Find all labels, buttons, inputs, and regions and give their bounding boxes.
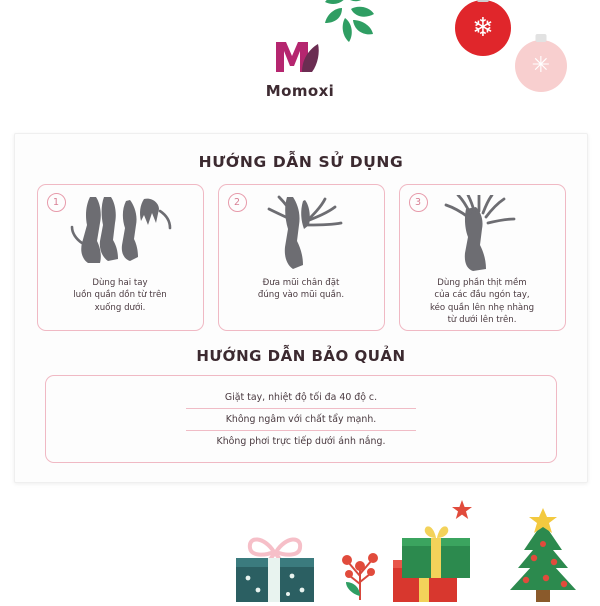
green-gift-box-icon (398, 524, 476, 578)
snowflake-glyph: ❄ (472, 13, 494, 43)
care-title: HƯỚNG DẪN BẢO QUẢN (196, 347, 406, 365)
christmas-tree-icon (496, 508, 592, 602)
teal-gift-box-icon (232, 548, 318, 602)
care-line: Không phơi trực tiếp dưới ánh nắng. (216, 435, 386, 447)
care-line: Không ngâm với chất tẩy mạnh. (186, 409, 416, 431)
red-gift-box-icon (390, 548, 460, 602)
care-instructions-box (45, 375, 557, 463)
step-number-badge: 1 (47, 193, 66, 212)
step-3-caption: Dùng phần thịt mềm của các đầu ngón tay, kéo quần lên nhẹ nhàng từ dưới lên trên. (429, 278, 535, 326)
brand-name: Momoxi (265, 82, 335, 100)
step-number-badge: 2 (228, 193, 247, 212)
step-3 (399, 184, 566, 331)
sparkle-glyph: ✳ (531, 53, 551, 78)
momoxi-m-logo (0, 36, 600, 80)
step-2 (218, 184, 385, 331)
page-title: HƯỚNG DẪN SỬ DỤNG (198, 153, 404, 171)
instruction-card (14, 133, 588, 483)
steps-row (15, 184, 587, 331)
care-line: Giặt tay, nhiệt độ tối đa 40 độ c. (186, 387, 416, 409)
red-star-icon (452, 500, 472, 520)
step-1 (37, 184, 204, 331)
brand-logo (0, 36, 600, 100)
step-2-caption: Đưa mũi chân đặt đúng vào mũi quần. (257, 278, 345, 301)
red-berry-branch-icon (336, 540, 384, 600)
pink-ribbon-bow-icon (240, 530, 310, 566)
ball-cap (477, 0, 489, 2)
step-number-badge: 3 (409, 193, 428, 212)
step-1-caption: Dùng hai tay luồn quần dồn từ trên xuống dưới. (73, 278, 167, 313)
